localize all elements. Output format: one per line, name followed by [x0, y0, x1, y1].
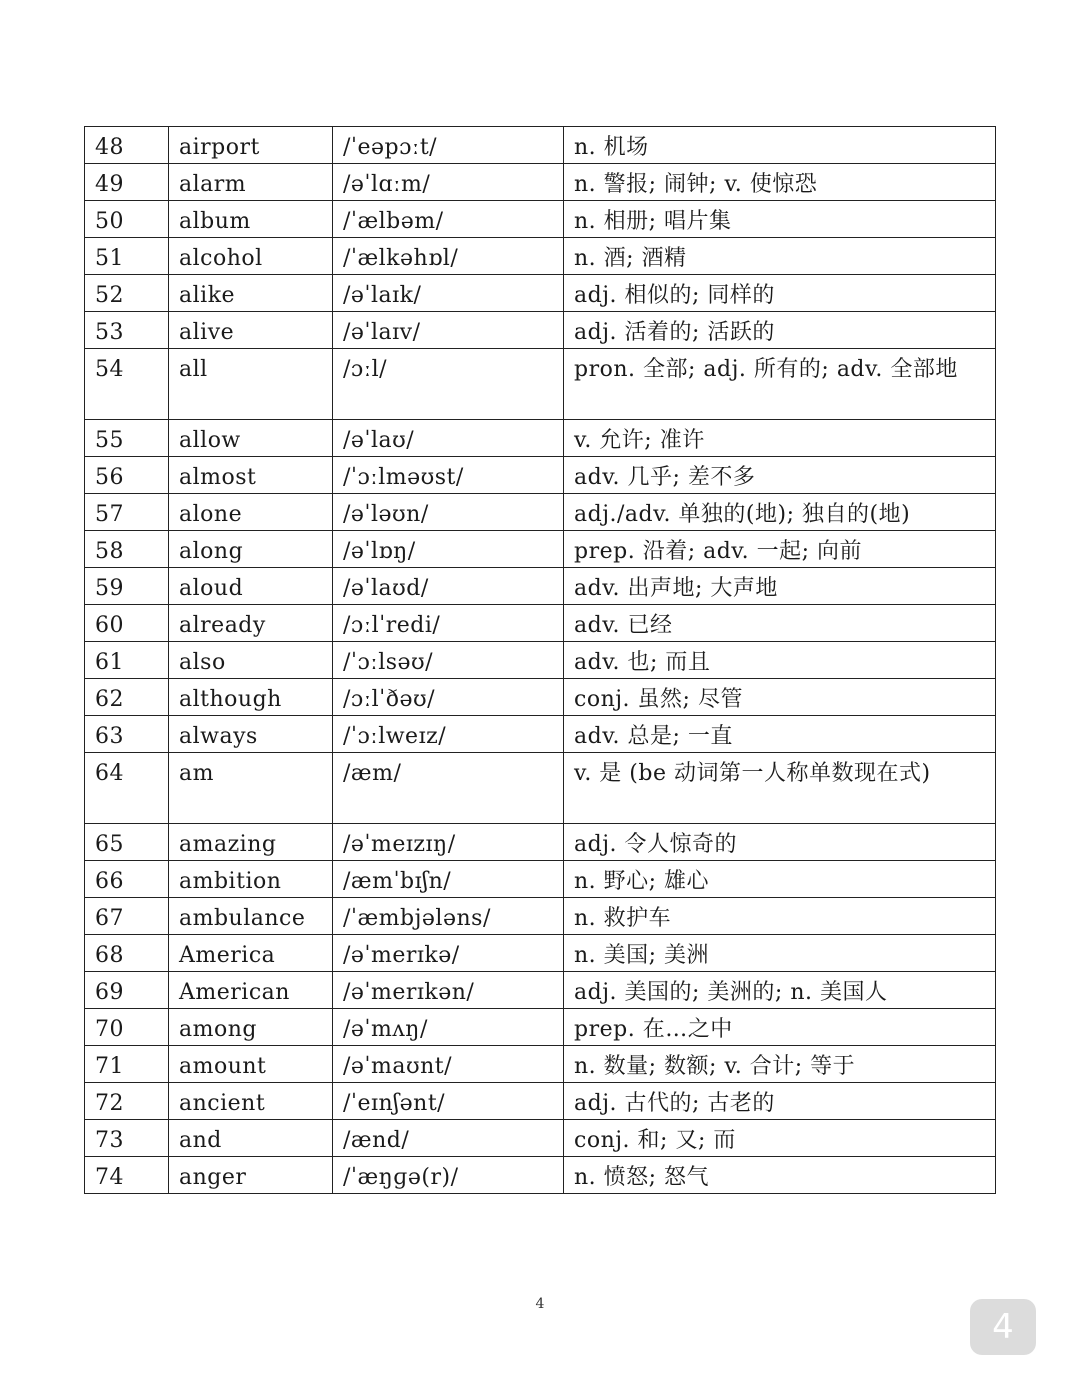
phonetic-cell: /əˈlaɪv/ — [333, 312, 564, 349]
phonetic-cell: /ˈɔːlweɪz/ — [333, 716, 564, 753]
word-cell: aloud — [169, 568, 333, 605]
table-row — [85, 824, 996, 861]
row-number: 73 — [85, 1120, 169, 1157]
row-number: 67 — [85, 898, 169, 935]
definition-cell: adj. 美国的; 美洲的; n. 美国人 — [564, 972, 996, 1009]
row-number: 54 — [85, 349, 169, 420]
definition-cell: v. 是 (be 动词第一人称单数现在式) — [564, 753, 996, 824]
phonetic-cell: /əˈmaʊnt/ — [333, 1046, 564, 1083]
word-cell: alcohol — [169, 238, 333, 275]
phonetic-cell: /ænd/ — [333, 1120, 564, 1157]
row-number: 72 — [85, 1083, 169, 1120]
row-number: 63 — [85, 716, 169, 753]
word-cell: America — [169, 935, 333, 972]
word-cell: always — [169, 716, 333, 753]
row-number: 57 — [85, 494, 169, 531]
row-number: 69 — [85, 972, 169, 1009]
word-cell: anger — [169, 1157, 333, 1194]
table-row — [85, 935, 996, 972]
row-number: 49 — [85, 164, 169, 201]
table-row — [85, 1083, 996, 1120]
phonetic-cell: /əˈmerɪkən/ — [333, 972, 564, 1009]
definition-cell: n. 愤怒; 怒气 — [564, 1157, 996, 1194]
phonetic-cell: /ˈæŋɡə(r)/ — [333, 1157, 564, 1194]
row-number: 68 — [85, 935, 169, 972]
phonetic-cell: /ˈælbəm/ — [333, 201, 564, 238]
table-row — [85, 201, 996, 238]
phonetic-cell: /ˈæmbjələns/ — [333, 898, 564, 935]
phonetic-cell: /əˈləʊn/ — [333, 494, 564, 531]
word-cell: alone — [169, 494, 333, 531]
definition-cell: prep. 沿着; adv. 一起; 向前 — [564, 531, 996, 568]
table-row — [85, 420, 996, 457]
word-cell: album — [169, 201, 333, 238]
word-cell: allow — [169, 420, 333, 457]
table-row — [85, 861, 996, 898]
definition-cell: n. 机场 — [564, 127, 996, 164]
row-number: 62 — [85, 679, 169, 716]
row-number: 65 — [85, 824, 169, 861]
table-row — [85, 1120, 996, 1157]
phonetic-cell: /əˈmerɪkə/ — [333, 935, 564, 972]
definition-cell: prep. 在…之中 — [564, 1009, 996, 1046]
definition-cell: conj. 虽然; 尽管 — [564, 679, 996, 716]
phonetic-cell: /ˈeəpɔːt/ — [333, 127, 564, 164]
table-row — [85, 312, 996, 349]
table-row — [85, 898, 996, 935]
definition-cell: n. 野心; 雄心 — [564, 861, 996, 898]
table-row — [85, 238, 996, 275]
table-row — [85, 568, 996, 605]
word-cell: airport — [169, 127, 333, 164]
word-cell: also — [169, 642, 333, 679]
definition-cell: adj. 令人惊奇的 — [564, 824, 996, 861]
table-row — [85, 716, 996, 753]
table-row — [85, 531, 996, 568]
row-number: 55 — [85, 420, 169, 457]
page-badge: 4 — [970, 1299, 1036, 1355]
row-number: 64 — [85, 753, 169, 824]
table-row — [85, 127, 996, 164]
row-number: 70 — [85, 1009, 169, 1046]
phonetic-cell: /əˈmʌŋ/ — [333, 1009, 564, 1046]
table-row — [85, 1009, 996, 1046]
row-number: 50 — [85, 201, 169, 238]
table-row — [85, 275, 996, 312]
word-cell: ambition — [169, 861, 333, 898]
definition-cell: adj./adv. 单独的(地); 独自的(地) — [564, 494, 996, 531]
word-cell: am — [169, 753, 333, 824]
definition-cell: n. 相册; 唱片集 — [564, 201, 996, 238]
row-number: 53 — [85, 312, 169, 349]
row-number: 71 — [85, 1046, 169, 1083]
table-row — [85, 349, 996, 420]
definition-cell: n. 救护车 — [564, 898, 996, 935]
word-cell: already — [169, 605, 333, 642]
phonetic-cell: /əˈlaʊd/ — [333, 568, 564, 605]
word-cell: although — [169, 679, 333, 716]
definition-cell: conj. 和; 又; 而 — [564, 1120, 996, 1157]
word-cell: amazing — [169, 824, 333, 861]
row-number: 74 — [85, 1157, 169, 1194]
table-row — [85, 972, 996, 1009]
definition-cell: adj. 古代的; 古老的 — [564, 1083, 996, 1120]
row-number: 61 — [85, 642, 169, 679]
phonetic-cell: /əˈlɑːm/ — [333, 164, 564, 201]
row-number: 56 — [85, 457, 169, 494]
row-number: 60 — [85, 605, 169, 642]
row-number: 51 — [85, 238, 169, 275]
word-cell: alike — [169, 275, 333, 312]
definition-cell: adv. 出声地; 大声地 — [564, 568, 996, 605]
vocabulary-table — [84, 126, 996, 1194]
definition-cell: v. 允许; 准许 — [564, 420, 996, 457]
phonetic-cell: /ɔːlˈredi/ — [333, 605, 564, 642]
table-row — [85, 1157, 996, 1194]
word-cell: American — [169, 972, 333, 1009]
phonetic-cell: /æmˈbɪʃn/ — [333, 861, 564, 898]
table-row — [85, 1046, 996, 1083]
row-number: 66 — [85, 861, 169, 898]
table-row — [85, 164, 996, 201]
table-row — [85, 753, 996, 824]
phonetic-cell: /ɔːl/ — [333, 349, 564, 420]
row-number: 48 — [85, 127, 169, 164]
phonetic-cell: /æm/ — [333, 753, 564, 824]
row-number: 52 — [85, 275, 169, 312]
phonetic-cell: /əˈlaʊ/ — [333, 420, 564, 457]
table-row — [85, 642, 996, 679]
definition-cell: pron. 全部; adj. 所有的; adv. 全部地 — [564, 349, 996, 420]
phonetic-cell: /ˈeɪnʃənt/ — [333, 1083, 564, 1120]
row-number: 59 — [85, 568, 169, 605]
word-cell: amount — [169, 1046, 333, 1083]
table-row — [85, 605, 996, 642]
definition-cell: n. 数量; 数额; v. 合计; 等于 — [564, 1046, 996, 1083]
word-cell: and — [169, 1120, 333, 1157]
phonetic-cell: /ˈælkəhɒl/ — [333, 238, 564, 275]
table-row — [85, 679, 996, 716]
word-cell: almost — [169, 457, 333, 494]
word-cell: ancient — [169, 1083, 333, 1120]
phonetic-cell: /ɔːlˈðəʊ/ — [333, 679, 564, 716]
word-cell: ambulance — [169, 898, 333, 935]
row-number: 58 — [85, 531, 169, 568]
word-cell: alarm — [169, 164, 333, 201]
definition-cell: adv. 已经 — [564, 605, 996, 642]
definition-cell: n. 酒; 酒精 — [564, 238, 996, 275]
definition-cell: adv. 总是; 一直 — [564, 716, 996, 753]
phonetic-cell: /əˈlɒŋ/ — [333, 531, 564, 568]
table-row — [85, 494, 996, 531]
definition-cell: n. 美国; 美洲 — [564, 935, 996, 972]
phonetic-cell: /əˈlaɪk/ — [333, 275, 564, 312]
word-cell: all — [169, 349, 333, 420]
table-row — [85, 457, 996, 494]
definition-cell: adv. 几乎; 差不多 — [564, 457, 996, 494]
definition-cell: adj. 活着的; 活跃的 — [564, 312, 996, 349]
definition-cell: adj. 相似的; 同样的 — [564, 275, 996, 312]
word-cell: among — [169, 1009, 333, 1046]
definition-cell: n. 警报; 闹钟; v. 使惊恐 — [564, 164, 996, 201]
definition-cell: adv. 也; 而且 — [564, 642, 996, 679]
phonetic-cell: /ˈɔːlməʊst/ — [333, 457, 564, 494]
word-cell: alive — [169, 312, 333, 349]
word-cell: along — [169, 531, 333, 568]
phonetic-cell: /əˈmeɪzɪŋ/ — [333, 824, 564, 861]
page-number: 4 — [535, 1296, 545, 1312]
phonetic-cell: /ˈɔːlsəʊ/ — [333, 642, 564, 679]
